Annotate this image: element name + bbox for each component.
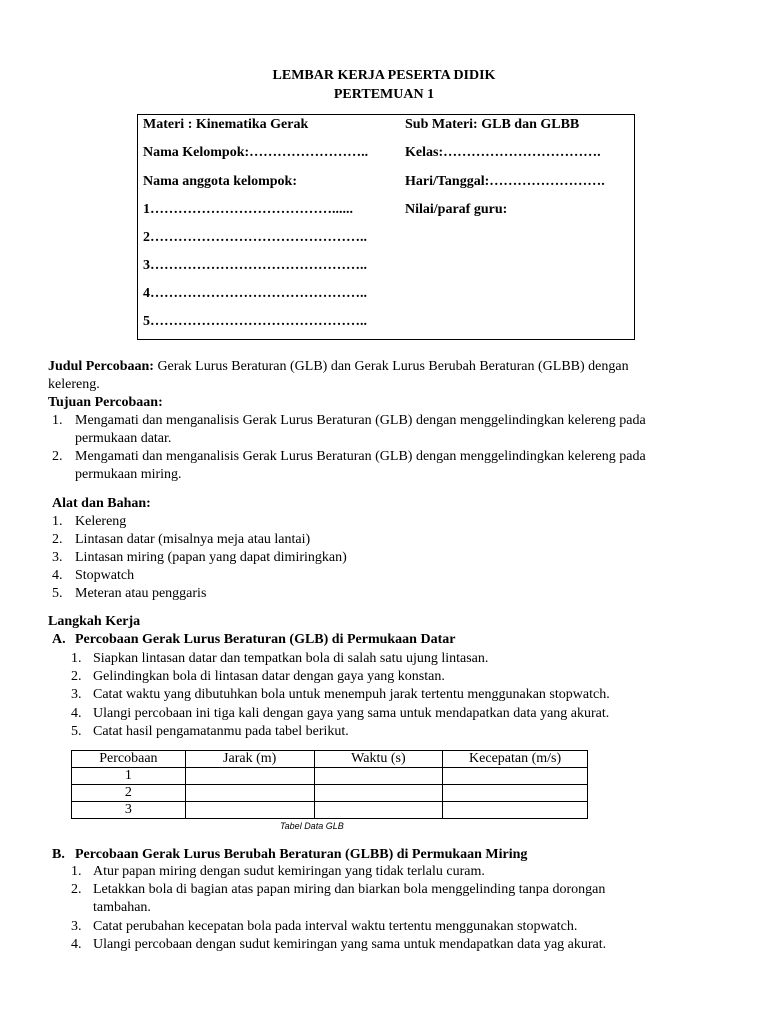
- list-number: 1.: [52, 514, 63, 529]
- table-cell: [185, 802, 314, 819]
- glb-data-table: [71, 750, 588, 819]
- list-number: 1.: [71, 651, 82, 666]
- table-row: [72, 768, 588, 785]
- judul-text-cont: kelereng.: [48, 377, 100, 392]
- list-number: 2.: [71, 882, 82, 897]
- table-row: [72, 802, 588, 819]
- list-number: 3.: [52, 550, 63, 565]
- table-cell: [185, 768, 314, 785]
- judul-line: [48, 359, 629, 375]
- tujuan-item-2-cont: permukaan miring.: [75, 467, 182, 482]
- list-number: 2.: [52, 532, 63, 547]
- alat-heading: Alat dan Bahan:: [52, 496, 151, 511]
- nama-kelompok-field: Nama Kelompok:……………………..: [143, 145, 369, 160]
- member-1-field: 1…………………………………......: [143, 202, 353, 217]
- member-3-field: 3………………………………………..: [143, 258, 367, 273]
- member-2-field: 2………………………………………..: [143, 230, 367, 245]
- list-number: 3.: [71, 919, 82, 934]
- nilai-field: Nilai/paraf guru:: [405, 202, 508, 217]
- table-cell: 2: [72, 785, 186, 802]
- list-number: 1.: [71, 864, 82, 879]
- kelas-field: Kelas:…………………………….: [405, 145, 601, 160]
- list-number: 4.: [71, 706, 82, 721]
- member-5-field: 5………………………………………..: [143, 314, 367, 329]
- table-cell: [185, 785, 314, 802]
- info-box: [137, 114, 635, 340]
- alat-item-3: Lintasan miring (papan yang dapat dimiringkan): [75, 550, 347, 565]
- step-a-1: Siapkan lintasan datar dan tempatkan bola di salah satu ujung lintasan.: [93, 651, 489, 666]
- page-subtitle: PERTEMUAN 1: [333, 87, 435, 102]
- table-cell: [314, 785, 443, 802]
- member-4-field: 4………………………………………..: [143, 286, 367, 301]
- list-number: 1.: [52, 413, 63, 428]
- alat-item-1: Kelereng: [75, 514, 127, 529]
- column-header: Kecepatan (m/s): [443, 751, 588, 768]
- column-header: Waktu (s): [314, 751, 443, 768]
- table-caption: Tabel Data GLB: [280, 821, 344, 831]
- hari-tanggal-field: Hari/Tanggal:…………………….: [405, 174, 605, 189]
- list-number: 4.: [71, 937, 82, 952]
- tujuan-item-2: Mengamati dan menganalisis Gerak Lurus Beraturan (GLB) dengan menggelindingkan kelereng pada: [75, 449, 646, 464]
- step-a-2: Gelindingkan bola di lintasan datar dengan gaya yang konstan.: [93, 669, 445, 684]
- table-cell: [443, 785, 588, 802]
- step-b-4: Ulangi percobaan dengan sudut kemiringan yang sama untuk mendapatkan data yag akurat.: [93, 937, 607, 952]
- table-cell: 1: [72, 768, 186, 785]
- column-header: Jarak (m): [185, 751, 314, 768]
- list-number: 2.: [71, 669, 82, 684]
- alat-item-4: Stopwatch: [75, 568, 135, 583]
- step-b-3: Catat perubahan kecepatan bola pada interval waktu tertentu menggunakan stopwatch.: [93, 919, 578, 934]
- tujuan-item-1-cont: permukaan datar.: [75, 431, 172, 446]
- judul-text: Gerak Lurus Beraturan (GLB) dan Gerak Lurus Berubah Beraturan (GLBB) dengan: [153, 359, 629, 374]
- list-number: 3.: [71, 687, 82, 702]
- column-header: Percobaan: [72, 751, 186, 768]
- tujuan-item-1: Mengamati dan menganalisis Gerak Lurus Beraturan (GLB) dengan menggelindingkan kelereng pada: [75, 413, 646, 428]
- section-a-letter: A.: [52, 632, 66, 647]
- alat-item-5: Meteran atau penggaris: [75, 586, 207, 601]
- table-cell: [314, 802, 443, 819]
- step-b-2-cont: tambahan.: [93, 900, 151, 915]
- alat-item-2: Lintasan datar (misalnya meja atau lantai): [75, 532, 311, 547]
- list-number: 4.: [52, 568, 63, 583]
- table-row: [72, 785, 588, 802]
- step-a-4: Ulangi percobaan ini tiga kali dengan gaya yang sama untuk mendapatkan data yang akurat.: [93, 706, 610, 721]
- page-title: LEMBAR KERJA PESERTA DIDIK: [272, 68, 496, 83]
- nama-anggota-label: Nama anggota kelompok:: [143, 174, 298, 189]
- table-cell: [443, 768, 588, 785]
- langkah-heading: Langkah Kerja: [48, 614, 141, 629]
- step-b-2: Letakkan bola di bagian atas papan miring dan biarkan bola menggelinding tanpa dorongan: [93, 882, 606, 897]
- tujuan-heading: Tujuan Percobaan:: [48, 395, 163, 410]
- table-header-row: [72, 751, 588, 768]
- table-cell: [443, 802, 588, 819]
- materi-label: Materi : Kinematika Gerak: [143, 117, 309, 132]
- section-b-letter: B.: [52, 847, 65, 862]
- step-a-5: Catat hasil pengamatanmu pada tabel berikut.: [93, 724, 349, 739]
- list-number: 5.: [71, 724, 82, 739]
- section-a-title: Percobaan Gerak Lurus Beraturan (GLB) di Permukaan Datar: [75, 632, 456, 647]
- table-cell: [314, 768, 443, 785]
- judul-label: Judul Percobaan:: [48, 359, 154, 374]
- step-b-1: Atur papan miring dengan sudut kemiringan yang tidak terlalu curam.: [93, 864, 485, 879]
- step-a-3: Catat waktu yang dibutuhkan bola untuk menempuh jarak tertentu menggunakan stopwatch.: [93, 687, 610, 702]
- list-number: 2.: [52, 449, 63, 464]
- sub-materi-label: Sub Materi: GLB dan GLBB: [405, 117, 580, 132]
- table-cell: 3: [72, 802, 186, 819]
- list-number: 5.: [52, 586, 63, 601]
- section-b-title: Percobaan Gerak Lurus Berubah Beraturan (GLBB) di Permukaan Miring: [75, 847, 528, 862]
